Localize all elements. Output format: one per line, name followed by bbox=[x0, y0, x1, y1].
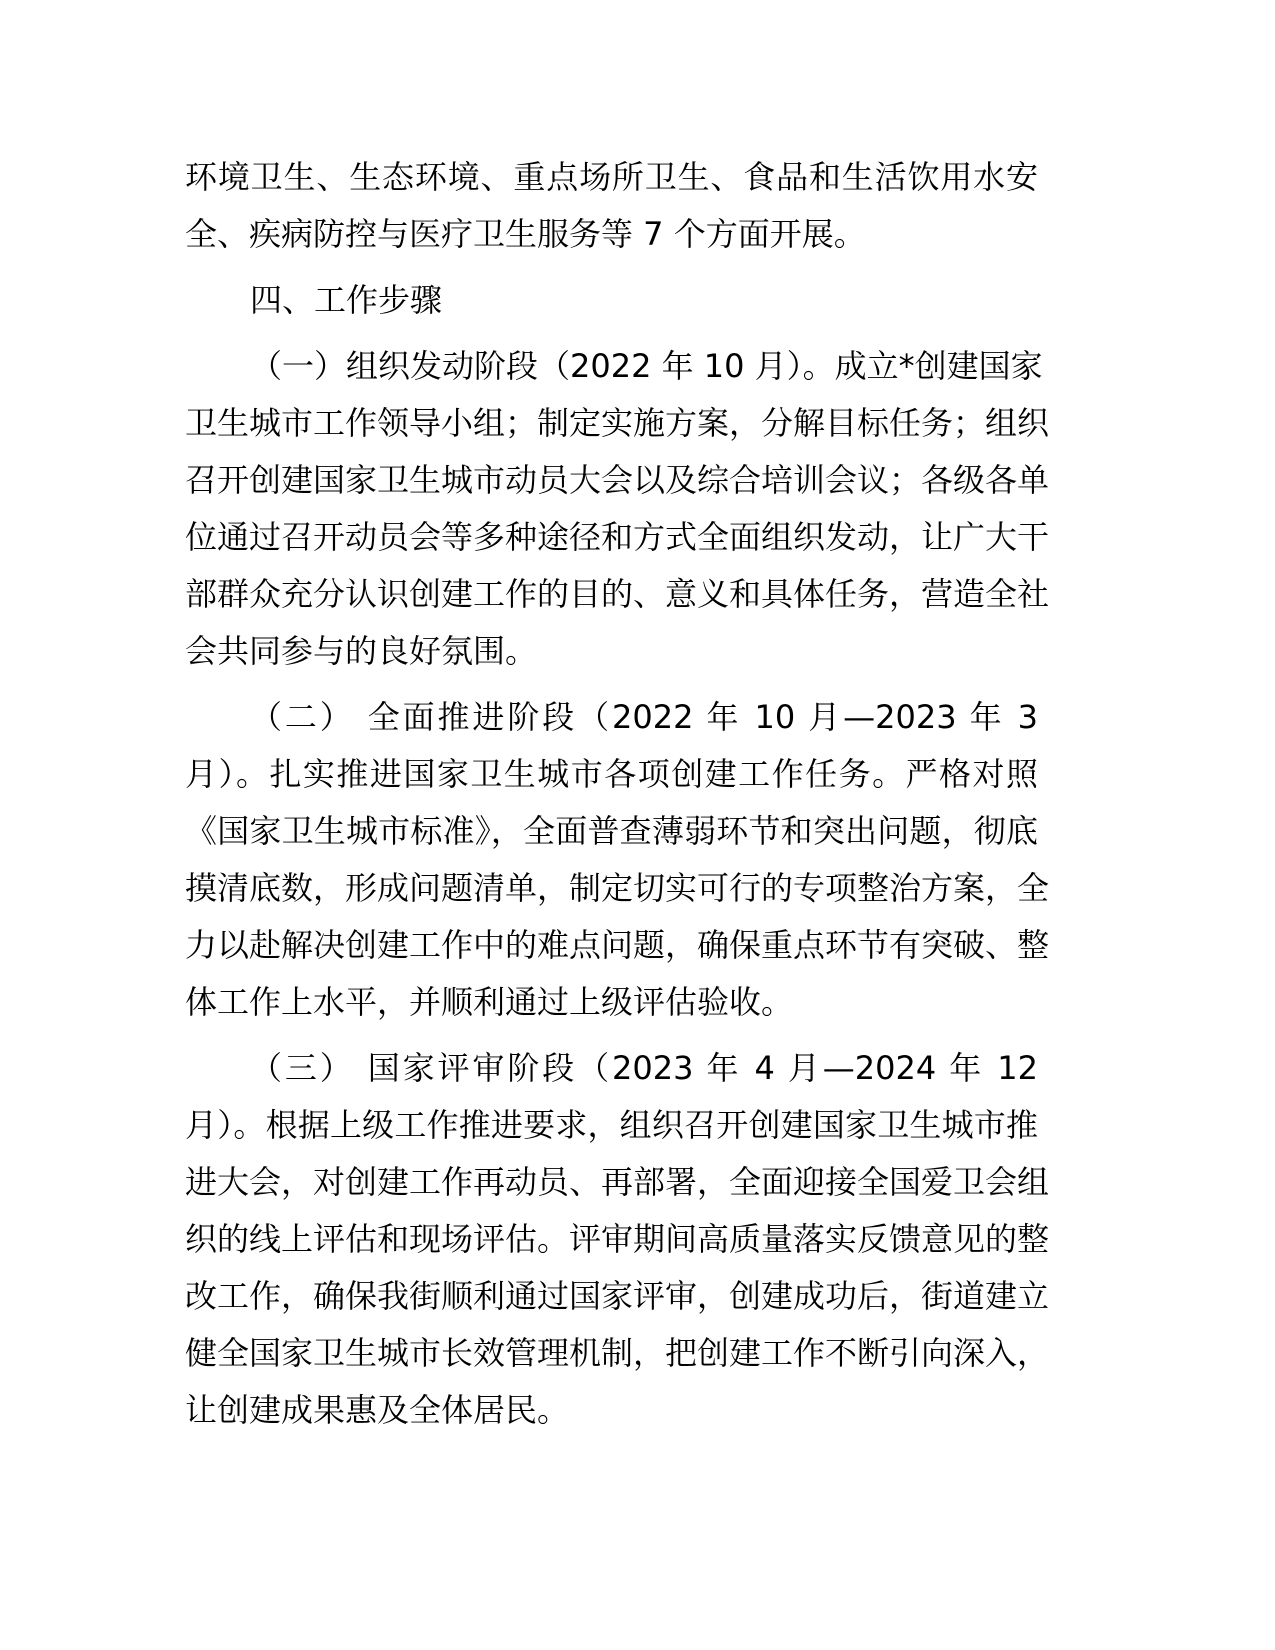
text-line: 环境卫生、生态环境、重点场所卫生、食品和生活饮用水安 bbox=[185, 158, 1038, 196]
text-line: 力以赴解决创建工作中的难点问题，确保重点环节有突破、整 bbox=[185, 926, 1050, 964]
text-line: 位通过召开动员会等多种途径和方式全面组织发动，让广大干 bbox=[185, 518, 1050, 556]
text-line: 健全国家卫生城市长效管理机制，把创建工作不断引向深入， bbox=[185, 1334, 1050, 1372]
text-line: （一）组织发动阶段（2022 年 10 月）。成立*创建国家 bbox=[250, 347, 1043, 385]
text-line: 体工作上水平，并顺利通过上级评估验收。 bbox=[185, 983, 794, 1021]
text-line: （三） 国家评审阶段（2023 年 4 月—2024 年 12 bbox=[250, 1049, 1038, 1087]
text-line: 《国家卫生城市标准》，全面普查薄弱环节和突出问题，彻底 bbox=[185, 812, 1038, 850]
text-line: 会共同参与的良好氛围。 bbox=[185, 632, 538, 670]
text-line: 改工作，确保我街顺利通过国家评审，创建成功后，街道建立 bbox=[185, 1277, 1050, 1315]
text-line: 让创建成果惠及全体居民。 bbox=[185, 1391, 570, 1429]
text-line: 摸清底数，形成问题清单，制定切实可行的专项整治方案，全 bbox=[185, 869, 1050, 907]
text-line: （二） 全面推进阶段（2022 年 10 月—2023 年 3 bbox=[250, 698, 1038, 736]
text-line: 全、疾病防控与医疗卫生服务等 7 个方面开展。 bbox=[185, 215, 866, 253]
text-line: 部群众充分认识创建工作的目的、意义和具体任务，营造全社 bbox=[185, 575, 1050, 613]
text-line: 织的线上评估和现场评估。评审期间高质量落实反馈意见的整 bbox=[185, 1220, 1050, 1258]
text-line: 月）。根据上级工作推进要求，组织召开创建国家卫生城市推 bbox=[185, 1106, 1038, 1144]
text-line: 卫生城市工作领导小组；制定实施方案，分解目标任务；组织 bbox=[185, 404, 1050, 442]
section-heading: 四、工作步骤 bbox=[250, 281, 443, 319]
text-line: 月）。扎实推进国家卫生城市各项创建工作任务。严格对照 bbox=[185, 755, 1038, 793]
text-line: 进大会，对创建工作再动员、再部署，全面迎接全国爱卫会组 bbox=[185, 1163, 1050, 1201]
text-line: 召开创建国家卫生城市动员大会以及综合培训会议；各级各单 bbox=[185, 461, 1050, 499]
